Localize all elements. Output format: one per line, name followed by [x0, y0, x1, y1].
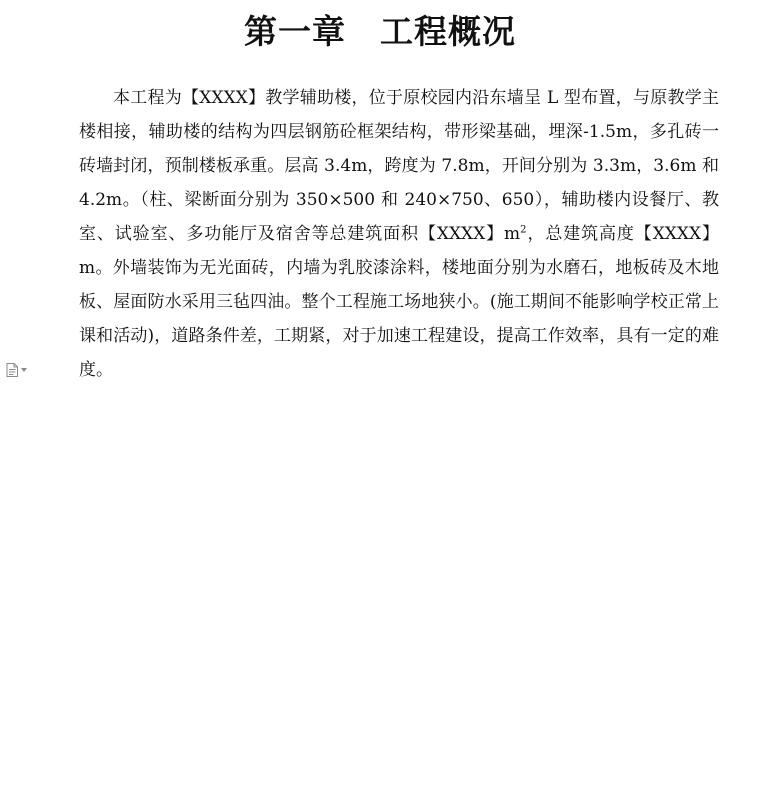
area-unit-superscript: 2 [520, 224, 527, 236]
chapter-title: 第一章 工程概况 [244, 12, 516, 51]
paragraph-text-part2: ，总建筑高度【XXXX】m。外墙装饰为无光面砖，内墙为乳胶漆涂料，楼地面分别为水磨石，地板砖及木地板、屋面防水采用三毡四油。整个工程施工场地狭小。(施工期间不能影响学校正常上课和活动)，道路条件差，工期紧，对于加速工程建设，提高工作效率，具有一定的难度。 [79, 224, 719, 380]
paragraph-text-part1: 本工程为【XXXX】教学辅助楼，位于原校园内沿东墙呈 L 型布置，与原教学主楼相接，辅助楼的结构为四层钢筋砼框架结构，带形梁基础，埋深-1.5m，多孔砖一砖墙封闭，预制楼板承重。层高 3.4m，跨度为 7.8m，开间分别为 3.3m，3.6m 和 4.2m。（柱、梁断面分别为 350×500 和 240×750、650），辅助楼内设餐厅、教室、试验室、多功能厅及宿舍等总建筑面积【XXXX】m [79, 88, 719, 244]
caret-down-icon [21, 368, 27, 372]
document-icon [6, 363, 18, 377]
paragraph-options-marker[interactable] [6, 362, 36, 378]
body-paragraph [79, 81, 719, 387]
